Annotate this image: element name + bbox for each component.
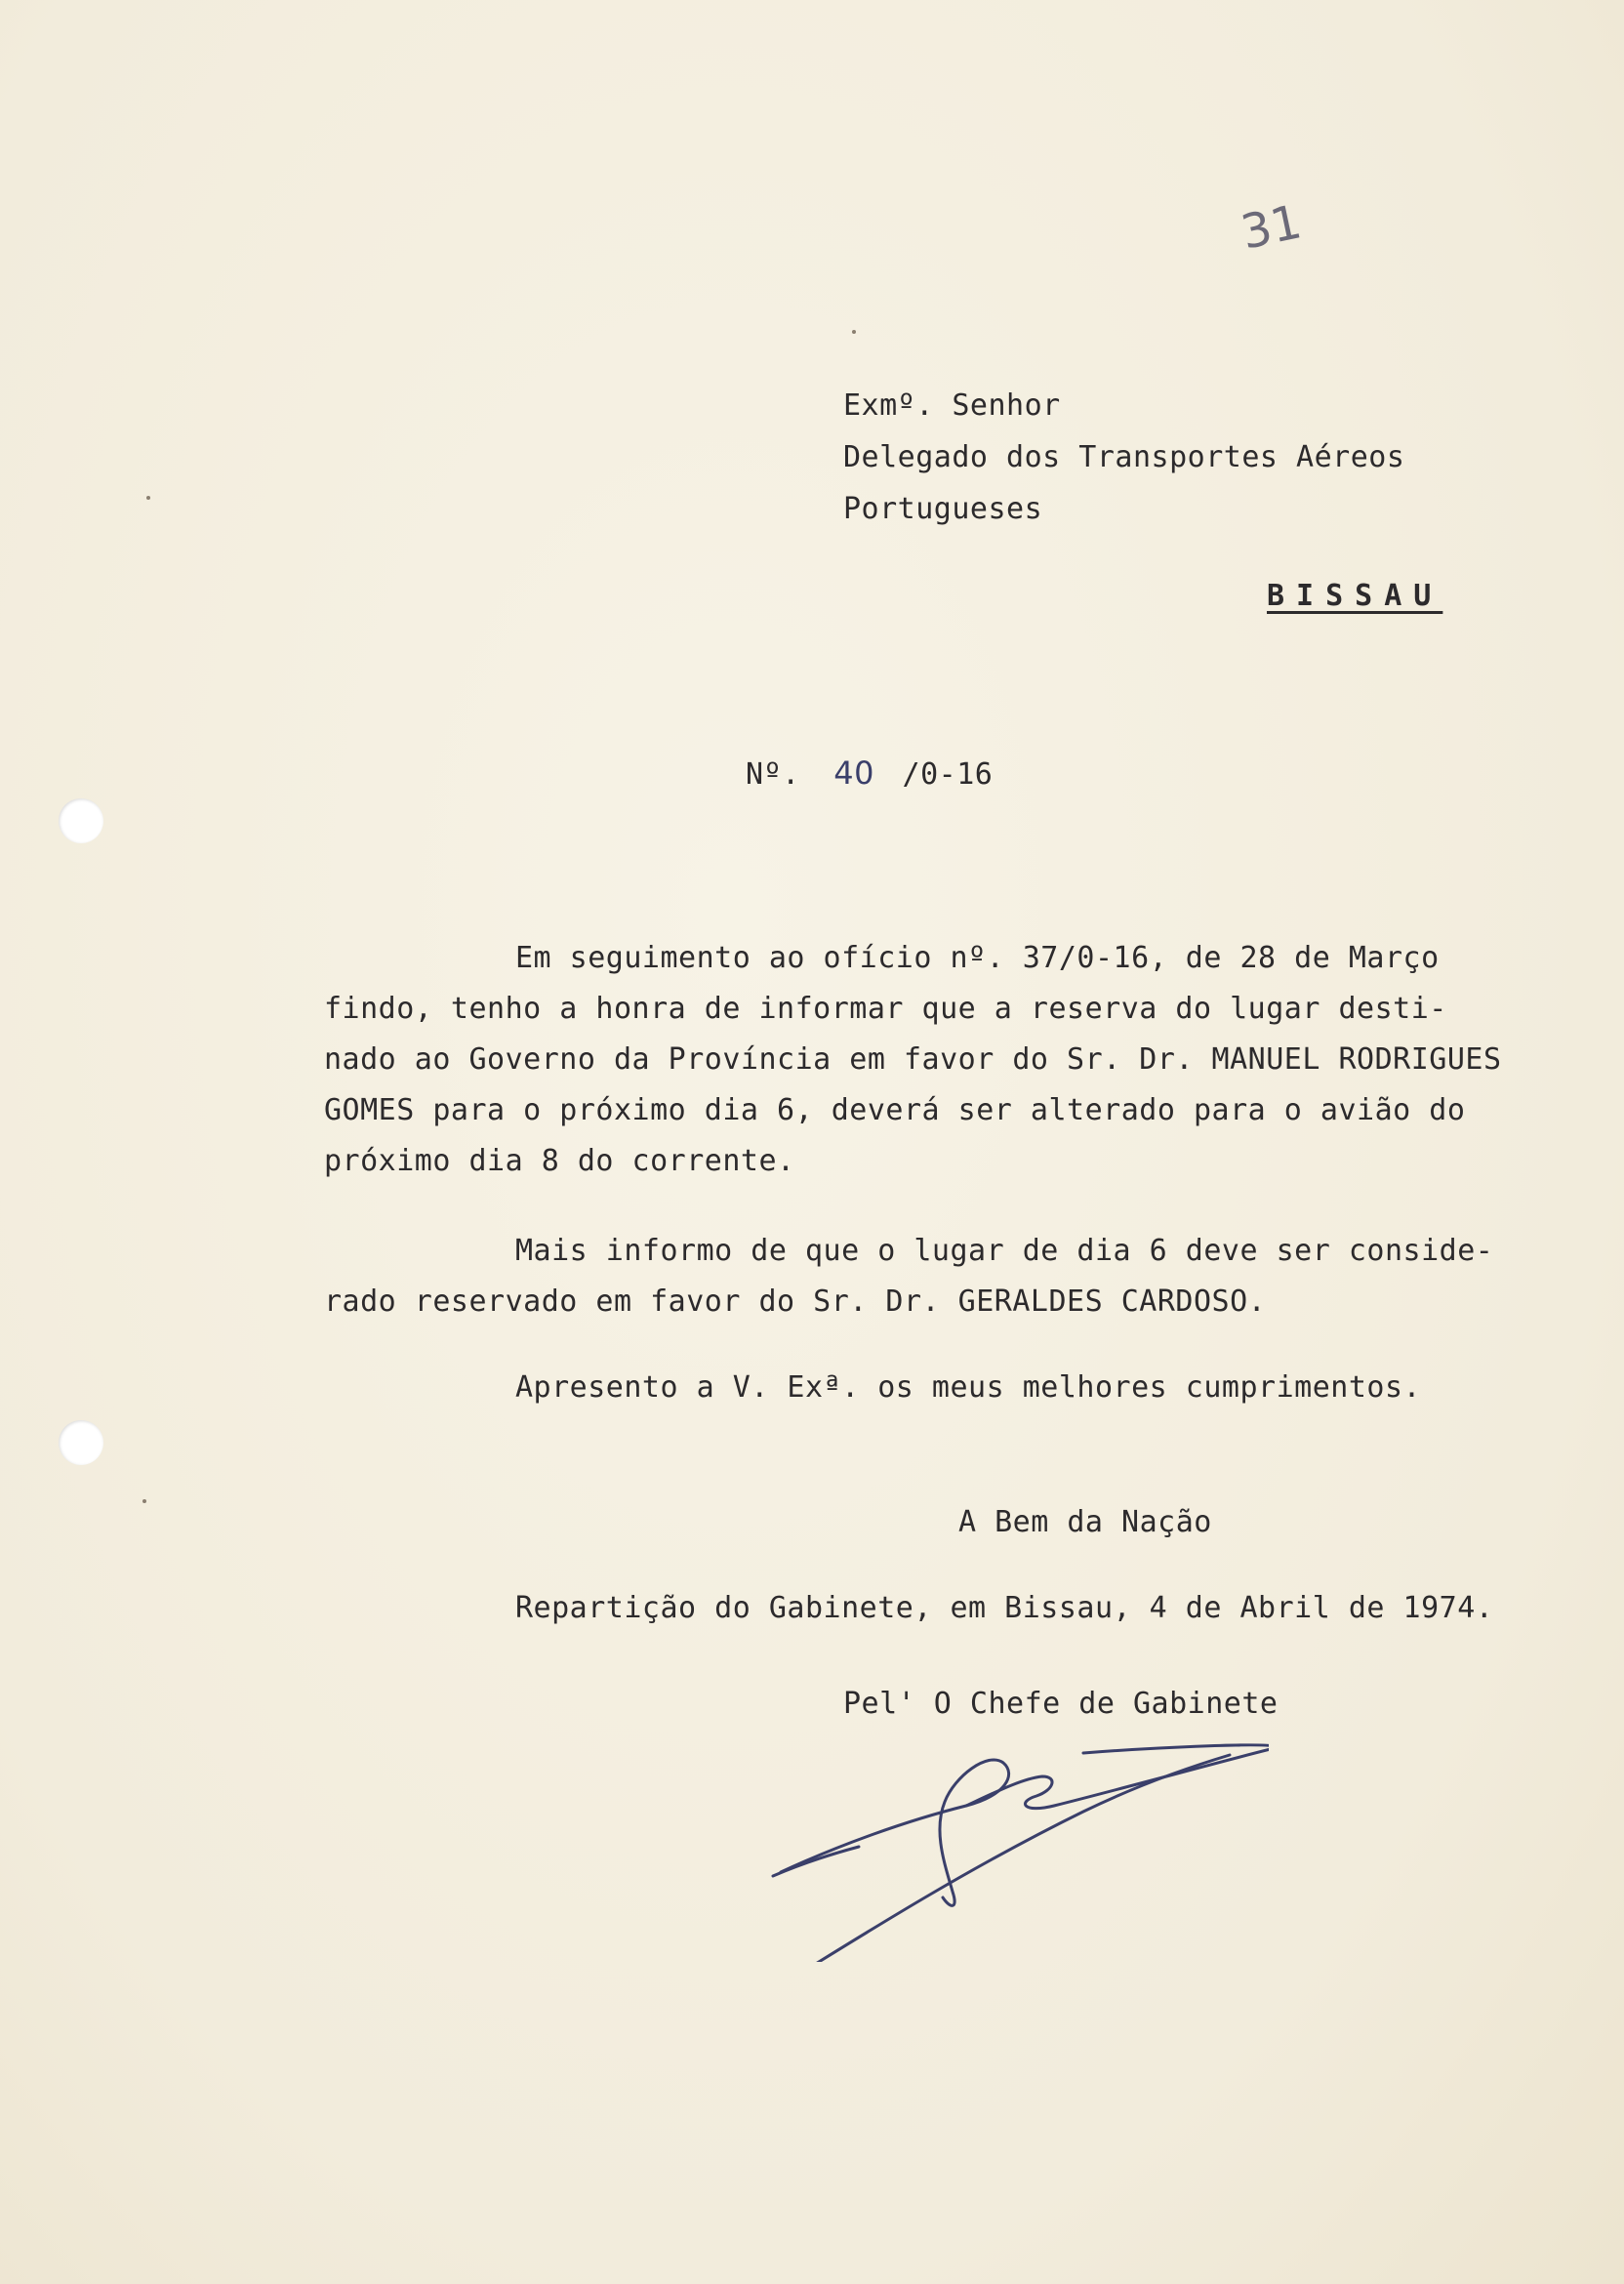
paragraph-1 xyxy=(324,933,1502,1187)
punch-hole-bottom xyxy=(59,1420,103,1465)
paper-speck xyxy=(146,496,150,500)
paragraph-3: Apresento a V. Exª. os meus melhores cumprimentos. xyxy=(515,1370,1422,1405)
paragraph-2 xyxy=(324,1226,1493,1327)
paragraph-2-line: Mais informo de que o lugar de dia 6 deve ser conside- xyxy=(515,1234,1494,1268)
page-annotation: 31 xyxy=(1236,194,1307,261)
reference-line xyxy=(746,755,993,793)
paragraph-1-line: próximo dia 8 do corrente. xyxy=(324,1144,795,1178)
reference-prefix: Nº. xyxy=(746,757,800,792)
paragraph-1-line: nado ao Governo da Província em favor do Sr. Dr. MANUEL RODRIGUES xyxy=(324,1042,1502,1077)
paragraph-1-line: findo, tenho a honra de informar que a reserva do lugar desti- xyxy=(324,992,1447,1026)
closing-signatory: Pel' O Chefe de Gabinete xyxy=(843,1687,1279,1721)
paragraph-2-line: rado reservado em favor do Sr. Dr. GERALDES CARDOSO. xyxy=(324,1285,1267,1319)
paragraph-1-line: Em seguimento ao ofício nº. 37/0-16, de 28 de Março xyxy=(515,941,1440,975)
closing-motto: A Bem da Nação xyxy=(958,1505,1212,1539)
reference-handwritten-number: 40 xyxy=(833,755,874,792)
reference-suffix: /0-16 xyxy=(902,757,994,792)
closing-place-date: Repartição do Gabinete, em Bissau, 4 de Abril de 1974. xyxy=(515,1591,1494,1625)
addressee-salutation: Exmº. Senhor xyxy=(843,388,1061,423)
paper-speck xyxy=(852,330,856,334)
paragraph-1-line: GOMES para o próximo dia 6, deverá ser alterado para o avião do xyxy=(324,1093,1466,1127)
addressee-title-line2: Portugueses xyxy=(843,492,1043,526)
signature xyxy=(761,1708,1269,1962)
addressee-title-line1: Delegado dos Transportes Aéreos xyxy=(843,440,1405,474)
punch-hole-top xyxy=(59,798,103,843)
paper-speck xyxy=(142,1499,146,1503)
addressee-city: BISSAU xyxy=(1267,579,1443,613)
